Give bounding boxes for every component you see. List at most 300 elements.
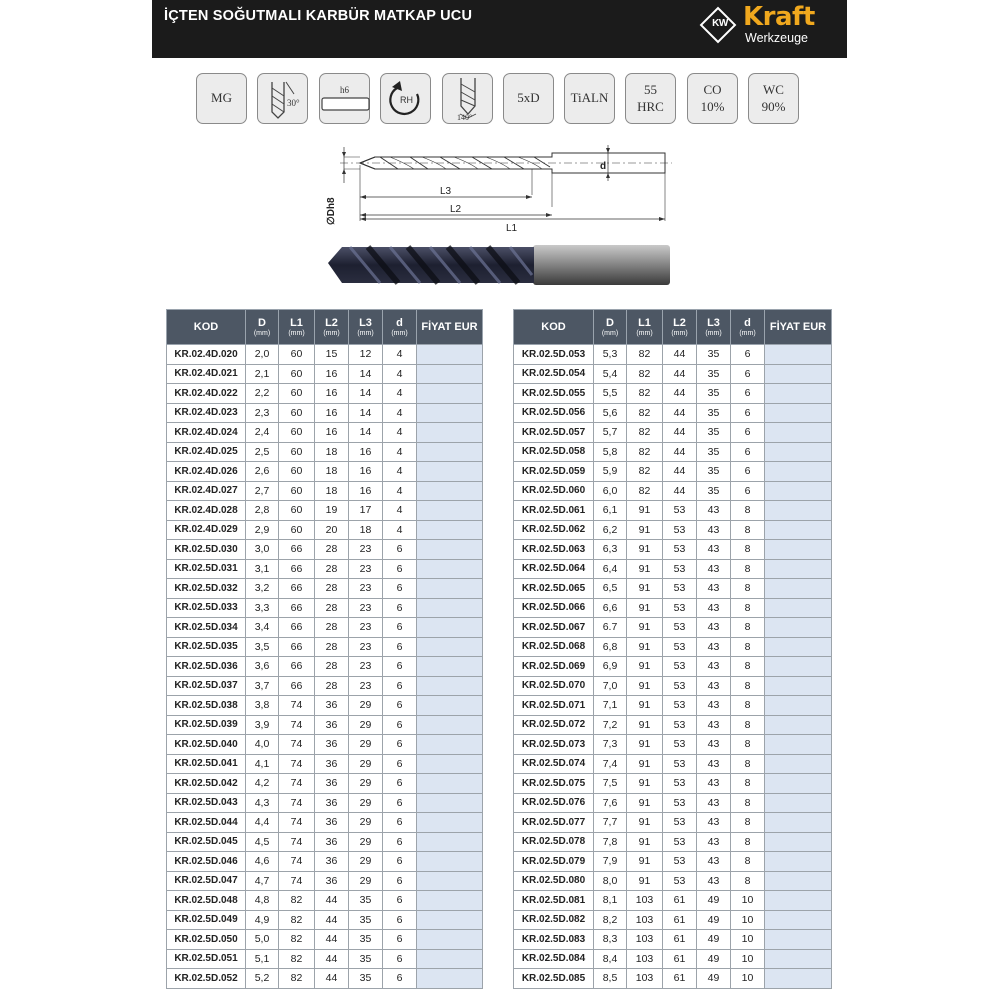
col-d-shank: d (mm) [383,310,417,345]
cell-price [417,657,483,677]
table-row [514,598,832,618]
cell-kod: KR.02.5D.076 [514,793,594,813]
cell-d-shank: 8 [731,715,765,735]
cell-price [765,384,832,404]
cell-l2: 44 [315,891,349,911]
cell-kod: KR.02.5D.051 [167,949,246,969]
table-row [167,403,483,423]
cell-kod: KR.02.5D.068 [514,637,594,657]
cell-d-shank: 6 [731,384,765,404]
cell-l3: 43 [697,559,731,579]
cell-l2: 44 [663,403,697,423]
drill-diagram [320,135,680,300]
cell-d-diameter: 7,2 [594,715,627,735]
cell-price [765,540,832,560]
cell-l2: 28 [315,637,349,657]
cell-kod: KR.02.5D.045 [167,832,246,852]
table-row [167,696,483,716]
cell-d-diameter: 3,1 [246,559,279,579]
cell-d-diameter: 5,1 [246,949,279,969]
cell-kod: KR.02.5D.058 [514,442,594,462]
cell-l3: 23 [349,559,383,579]
table-row [167,774,483,794]
table-row [167,345,483,365]
cell-l3: 14 [349,384,383,404]
table-row [514,832,832,852]
table-row [167,793,483,813]
cell-l2: 16 [315,403,349,423]
table-row [514,403,832,423]
brand-logo [705,4,833,48]
cell-d-shank: 6 [383,657,417,677]
cell-l2: 53 [663,676,697,696]
badge-mg: MG [196,73,247,124]
cell-l3: 29 [349,793,383,813]
cell-d-shank: 4 [383,442,417,462]
cell-kod: KR.02.5D.032 [167,579,246,599]
cell-l1: 91 [627,754,663,774]
cell-d-diameter: 2,8 [246,501,279,521]
cell-l3: 43 [697,735,731,755]
cell-price [417,618,483,638]
cell-d-shank: 10 [731,930,765,950]
cell-d-diameter: 2,4 [246,423,279,443]
cell-l2: 44 [663,345,697,365]
cell-kod: KR.02.5D.074 [514,754,594,774]
cell-l3: 49 [697,949,731,969]
cell-kod: KR.02.5D.059 [514,462,594,482]
cell-l3: 35 [349,910,383,930]
cell-d-shank: 8 [731,852,765,872]
cell-kod: KR.02.4D.022 [167,384,246,404]
cell-l2: 44 [663,423,697,443]
table-row [167,657,483,677]
cell-price [765,481,832,501]
cell-d-shank: 6 [383,891,417,911]
cell-l3: 35 [349,891,383,911]
cell-l1: 91 [627,793,663,813]
cell-d-diameter: 4,8 [246,891,279,911]
cell-price [765,813,832,833]
cell-l3: 29 [349,871,383,891]
cell-l3: 14 [349,364,383,384]
cell-price [417,735,483,755]
cell-l1: 82 [279,891,315,911]
cell-l2: 18 [315,462,349,482]
cell-l1: 66 [279,637,315,657]
cell-l1: 60 [279,345,315,365]
cell-kod: KR.02.5D.033 [167,598,246,618]
cell-l1: 103 [627,910,663,930]
cell-price [417,403,483,423]
cell-d-diameter: 4,7 [246,871,279,891]
label-l3: L3 [440,186,452,197]
col-l2: L2 (mm) [315,310,349,345]
cell-d-shank: 6 [383,676,417,696]
cell-l2: 16 [315,364,349,384]
cell-l1: 66 [279,676,315,696]
cell-l1: 74 [279,871,315,891]
cell-d-diameter: 7,4 [594,754,627,774]
cell-price [417,481,483,501]
cell-price [765,345,832,365]
cell-l1: 82 [279,910,315,930]
cell-d-shank: 8 [731,559,765,579]
cell-price [417,832,483,852]
cell-d-shank: 10 [731,949,765,969]
cell-l2: 28 [315,540,349,560]
table-row [167,559,483,579]
cell-kod: KR.02.5D.052 [167,969,246,989]
cell-d-diameter: 5,7 [594,423,627,443]
cell-price [417,598,483,618]
cell-l2: 36 [315,813,349,833]
cell-l1: 74 [279,715,315,735]
cell-d-diameter: 7,9 [594,852,627,872]
cell-kod: KR.02.5D.037 [167,676,246,696]
table-row [514,891,832,911]
col-kod: KOD [167,310,246,345]
table-row [167,462,483,482]
cell-l1: 91 [627,813,663,833]
cell-price [765,930,832,950]
cell-d-shank: 6 [383,949,417,969]
cell-price [417,793,483,813]
table-row [167,618,483,638]
cell-d-diameter: 2,2 [246,384,279,404]
cell-d-shank: 6 [731,364,765,384]
point-angle-140-icon: 140° [442,73,493,124]
cell-l3: 35 [349,969,383,989]
cell-price [765,462,832,482]
cell-l1: 82 [279,969,315,989]
cell-d-diameter: 8,2 [594,910,627,930]
cell-l3: 12 [349,345,383,365]
cell-l3: 35 [697,403,731,423]
cell-d-diameter: 4,1 [246,754,279,774]
cell-d-shank: 6 [731,345,765,365]
cell-kod: KR.02.5D.077 [514,813,594,833]
rotation-rh-icon: RH [380,73,431,124]
cell-d-shank: 8 [731,832,765,852]
cell-d-diameter: 5,6 [594,403,627,423]
cell-d-shank: 6 [383,618,417,638]
cell-l3: 17 [349,501,383,521]
cell-d-shank: 6 [383,832,417,852]
cell-l1: 103 [627,969,663,989]
cell-d-shank: 6 [383,637,417,657]
cell-d-shank: 6 [731,462,765,482]
cell-d-diameter: 4,0 [246,735,279,755]
cell-l2: 61 [663,910,697,930]
cell-l3: 23 [349,657,383,677]
cell-kod: KR.02.5D.081 [514,891,594,911]
cell-d-shank: 8 [731,754,765,774]
table-row [514,930,832,950]
cell-d-shank: 6 [731,403,765,423]
cell-kod: KR.02.4D.029 [167,520,246,540]
cell-price [417,462,483,482]
cell-d-diameter: 3,7 [246,676,279,696]
cell-l2: 36 [315,696,349,716]
cell-kod: KR.02.5D.049 [167,910,246,930]
cell-price [417,871,483,891]
table-row [167,832,483,852]
cell-l1: 82 [627,442,663,462]
cell-l1: 103 [627,949,663,969]
table-row [167,910,483,930]
cell-l1: 91 [627,774,663,794]
cell-l2: 36 [315,871,349,891]
table-row [514,969,832,989]
cell-d-shank: 6 [383,559,417,579]
cell-kod: KR.02.4D.026 [167,462,246,482]
cell-price [417,891,483,911]
cell-d-shank: 4 [383,423,417,443]
cell-l3: 29 [349,735,383,755]
cell-kod: KR.02.4D.025 [167,442,246,462]
cell-d-shank: 6 [383,969,417,989]
cell-l2: 44 [315,969,349,989]
cell-l3: 43 [697,657,731,677]
table-row [167,579,483,599]
cell-l1: 74 [279,774,315,794]
cell-l2: 28 [315,598,349,618]
table-row [514,481,832,501]
cell-l3: 43 [697,579,731,599]
cell-l2: 28 [315,579,349,599]
cell-l2: 15 [315,345,349,365]
cell-d-diameter: 7,1 [594,696,627,716]
cell-price [417,364,483,384]
table-row [514,384,832,404]
cell-d-diameter: 3,3 [246,598,279,618]
cell-kod: KR.02.5D.031 [167,559,246,579]
cell-l2: 28 [315,676,349,696]
cell-kod: KR.02.5D.067 [514,618,594,638]
cell-d-shank: 4 [383,462,417,482]
cell-l1: 91 [627,696,663,716]
cell-price [765,559,832,579]
cell-l3: 23 [349,540,383,560]
cell-d-diameter: 7,7 [594,813,627,833]
table-row [167,676,483,696]
cell-d-diameter: 8,5 [594,969,627,989]
cell-price [417,579,483,599]
cell-l3: 35 [349,949,383,969]
cell-d-shank: 8 [731,657,765,677]
cell-price [765,696,832,716]
cell-l2: 18 [315,442,349,462]
table-row [514,774,832,794]
col-kod: KOD [514,310,594,345]
cell-d-diameter: 5,3 [594,345,627,365]
cell-kod: KR.02.5D.073 [514,735,594,755]
cell-l3: 43 [697,501,731,521]
cell-kod: KR.02.5D.062 [514,520,594,540]
cell-d-diameter: 3,0 [246,540,279,560]
cell-l3: 35 [697,481,731,501]
cell-l3: 35 [697,384,731,404]
header-bar [152,0,847,58]
cell-l3: 14 [349,403,383,423]
cell-kod: KR.02.4D.027 [167,481,246,501]
cell-kod: KR.02.4D.020 [167,345,246,365]
table-row [514,364,832,384]
cell-l1: 60 [279,403,315,423]
table-row [167,598,483,618]
cell-price [765,910,832,930]
cell-l1: 91 [627,579,663,599]
cell-price [765,442,832,462]
cell-kod: KR.02.5D.061 [514,501,594,521]
cell-l1: 91 [627,637,663,657]
cell-kod: KR.02.5D.079 [514,852,594,872]
cell-l2: 20 [315,520,349,540]
cell-l1: 91 [627,871,663,891]
cell-l3: 16 [349,462,383,482]
label-l1: L1 [506,223,518,234]
cell-kod: KR.02.4D.021 [167,364,246,384]
cell-l1: 82 [279,949,315,969]
cell-l3: 29 [349,852,383,872]
cell-kod: KR.02.5D.057 [514,423,594,443]
cell-l1: 74 [279,793,315,813]
cell-l1: 82 [627,423,663,443]
cell-l1: 82 [627,345,663,365]
cell-price [765,852,832,872]
cell-kod: KR.02.5D.069 [514,657,594,677]
table-row [514,501,832,521]
cell-l2: 53 [663,852,697,872]
cell-l2: 61 [663,949,697,969]
cell-l2: 53 [663,520,697,540]
col-price: FİYAT EUR [417,310,483,345]
cell-kod: KR.02.5D.075 [514,774,594,794]
cell-l2: 19 [315,501,349,521]
cell-d-shank: 8 [731,696,765,716]
cell-kod: KR.02.5D.078 [514,832,594,852]
shank-h6-icon: h6 [319,73,370,124]
cell-l3: 29 [349,715,383,735]
table-row [167,540,483,560]
table-row [514,462,832,482]
cell-d-diameter: 2,7 [246,481,279,501]
cell-l1: 60 [279,442,315,462]
cell-d-shank: 10 [731,969,765,989]
cell-l2: 53 [663,598,697,618]
cell-l2: 61 [663,969,697,989]
cell-l3: 35 [697,364,731,384]
cell-kod: KR.02.5D.053 [514,345,594,365]
table-row [167,969,483,989]
cell-d-diameter: 7,8 [594,832,627,852]
cell-kod: KR.02.5D.066 [514,598,594,618]
cell-l2: 36 [315,832,349,852]
cell-l1: 91 [627,540,663,560]
cell-d-shank: 8 [731,579,765,599]
cell-l3: 43 [697,793,731,813]
table-header-row [514,310,832,345]
cell-l2: 16 [315,384,349,404]
cell-price [417,637,483,657]
spec-table-right [513,309,832,989]
cell-l2: 61 [663,930,697,950]
cell-d-shank: 6 [383,852,417,872]
cell-l3: 29 [349,754,383,774]
cell-d-diameter: 4,4 [246,813,279,833]
cell-price [417,540,483,560]
table-row [167,735,483,755]
cell-d-shank: 6 [731,423,765,443]
cell-price [765,598,832,618]
cell-l3: 23 [349,598,383,618]
table-row [167,637,483,657]
cell-kod: KR.02.5D.082 [514,910,594,930]
cell-l3: 43 [697,754,731,774]
cell-price [417,520,483,540]
cell-kod: KR.02.4D.024 [167,423,246,443]
logo-badge-text: KW [712,18,728,29]
cell-d-shank: 8 [731,774,765,794]
cell-d-shank: 8 [731,520,765,540]
cell-l3: 29 [349,832,383,852]
cell-price [765,501,832,521]
cell-l3: 43 [697,696,731,716]
col-d-diameter: D (mm) [246,310,279,345]
table-header-row [167,310,483,345]
cell-d-shank: 10 [731,910,765,930]
cell-price [765,637,832,657]
cell-price [417,423,483,443]
table-row [167,754,483,774]
cell-l3: 23 [349,579,383,599]
cell-l3: 43 [697,832,731,852]
cell-l3: 16 [349,442,383,462]
cell-l2: 18 [315,481,349,501]
cell-l3: 43 [697,540,731,560]
cell-l2: 53 [663,774,697,794]
cell-l1: 60 [279,462,315,482]
cell-l1: 91 [627,559,663,579]
table-row [514,852,832,872]
cell-kod: KR.02.5D.035 [167,637,246,657]
cell-d-shank: 6 [731,442,765,462]
label-d: d [600,161,607,172]
cell-price [417,501,483,521]
cell-price [417,930,483,950]
cell-price [765,754,832,774]
cell-kod: KR.02.5D.071 [514,696,594,716]
cell-l1: 82 [627,462,663,482]
cell-l1: 66 [279,598,315,618]
cell-kod: KR.02.5D.030 [167,540,246,560]
table-row [167,813,483,833]
cell-kod: KR.02.5D.034 [167,618,246,638]
cell-price [417,949,483,969]
cell-price [417,345,483,365]
cell-kod: KR.02.5D.040 [167,735,246,755]
cell-l1: 66 [279,559,315,579]
cell-d-diameter: 4,3 [246,793,279,813]
cell-l3: 35 [697,462,731,482]
table-row [514,442,832,462]
table-row [514,813,832,833]
cell-d-diameter: 8,1 [594,891,627,911]
cell-kod: KR.02.5D.070 [514,676,594,696]
cell-kod: KR.02.5D.060 [514,481,594,501]
cell-d-diameter: 6,5 [594,579,627,599]
